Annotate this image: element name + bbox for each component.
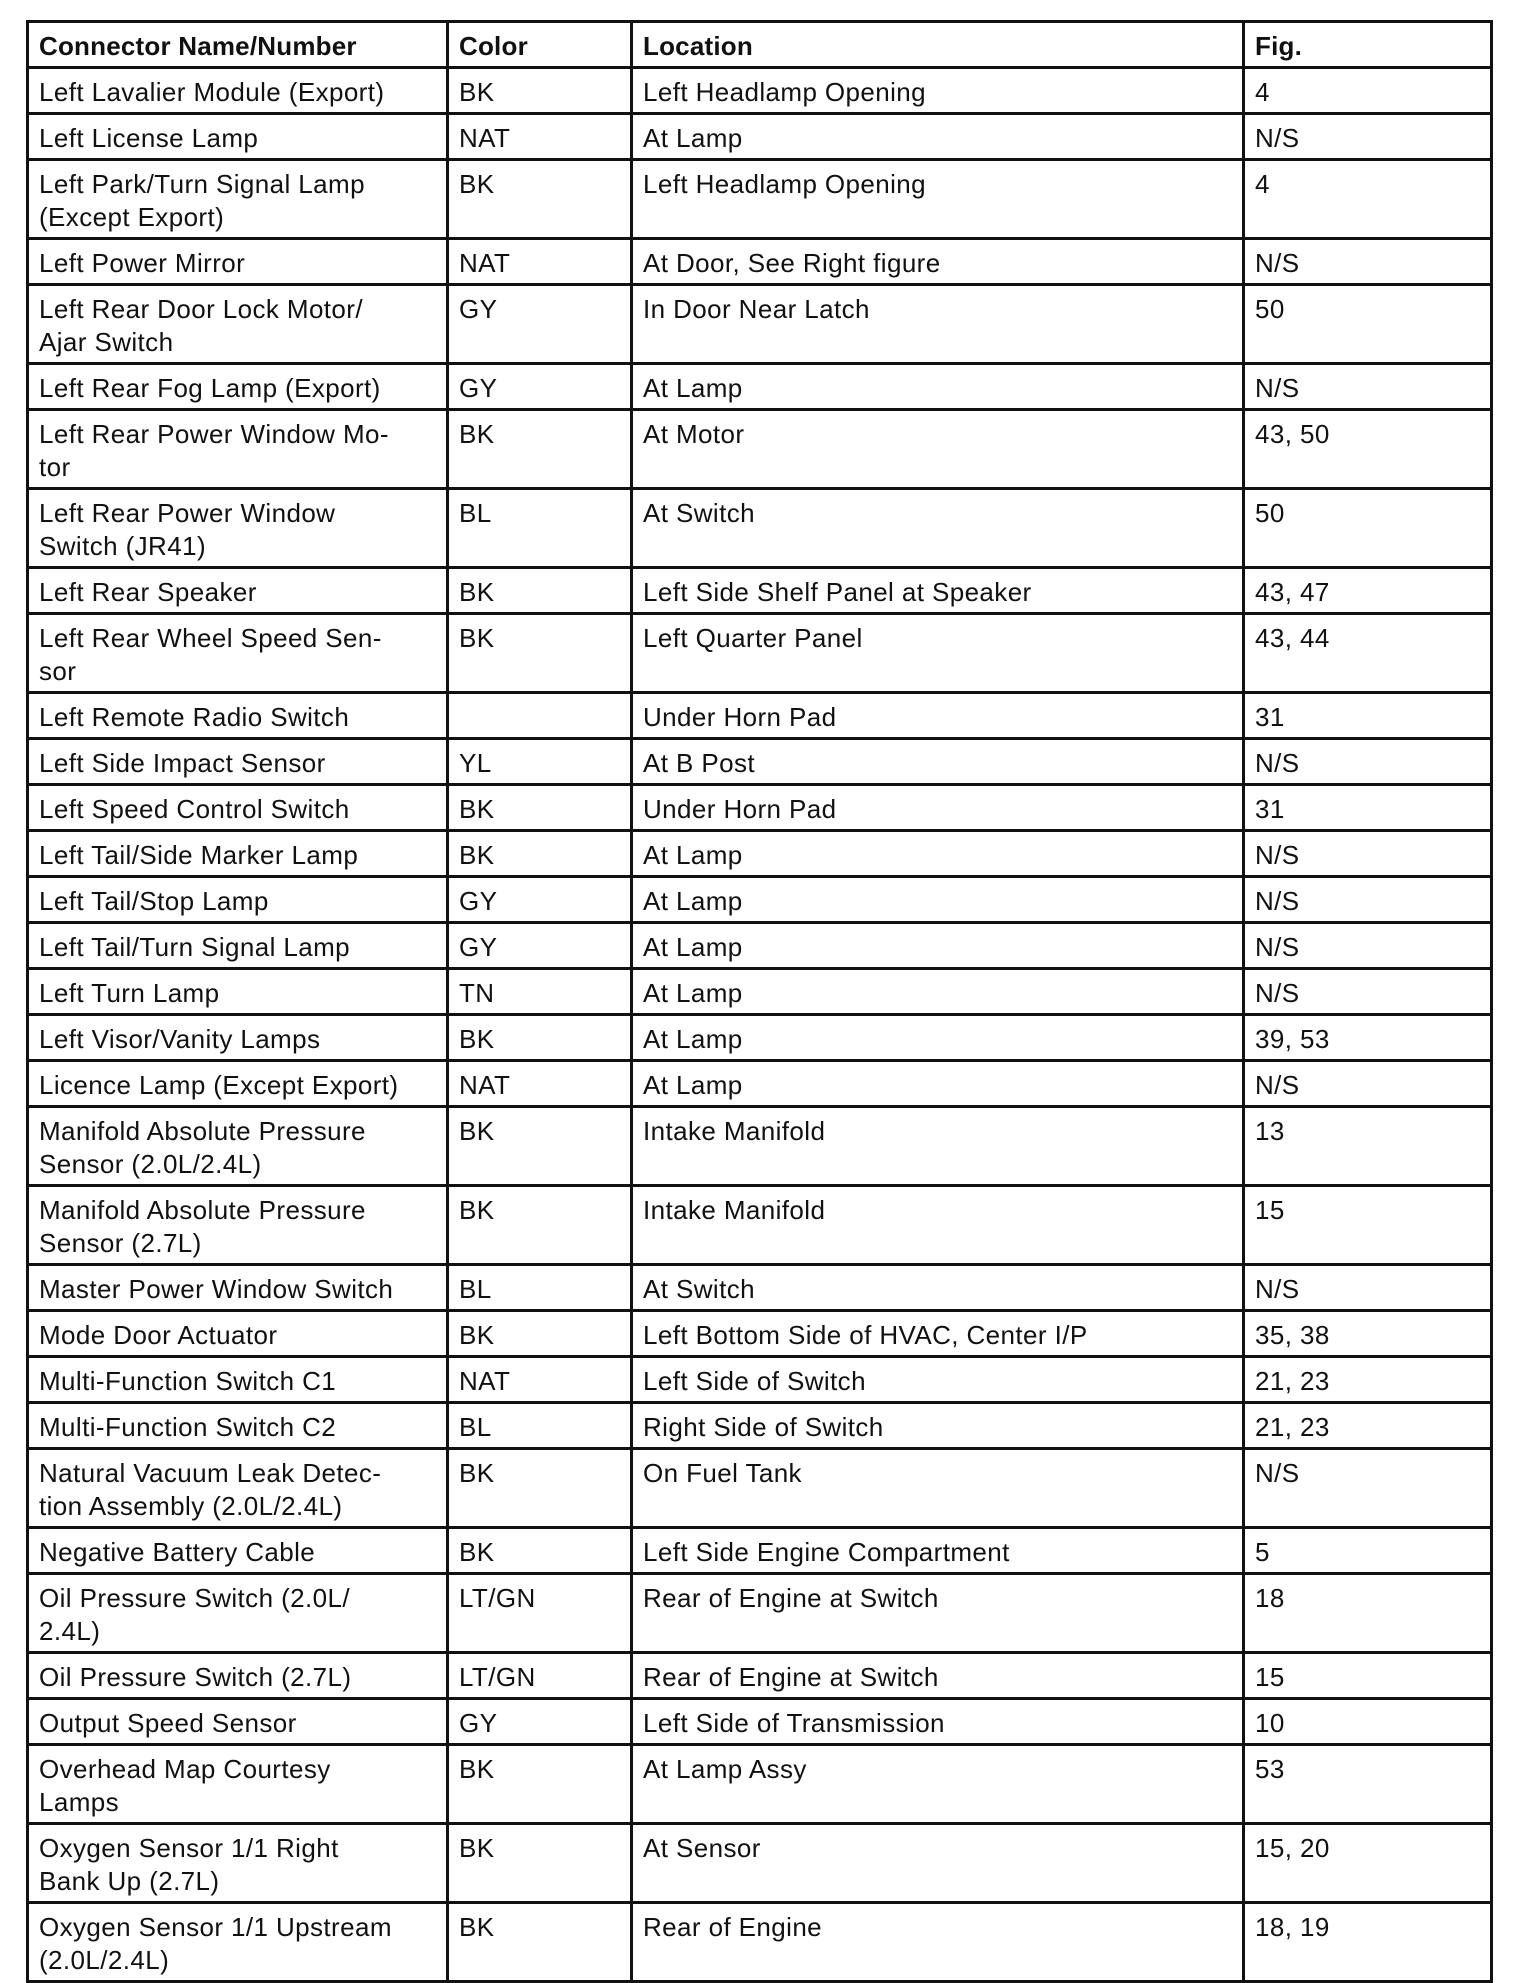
color-cell: NAT xyxy=(448,1061,632,1107)
color-cell: BK xyxy=(448,1824,632,1903)
color-cell: NAT xyxy=(448,239,632,285)
color-cell: BK xyxy=(448,1311,632,1357)
color-cell: BK xyxy=(448,1107,632,1186)
header-location: Location xyxy=(632,22,1244,68)
connector-name-cell: Multi-Function Switch C2 xyxy=(28,1403,448,1449)
fig-cell: N/S xyxy=(1244,114,1492,160)
table-row xyxy=(28,1311,1492,1357)
color-cell: LT/GN xyxy=(448,1653,632,1699)
location-cell: In Door Near Latch xyxy=(632,285,1244,364)
table-row xyxy=(28,568,1492,614)
connector-name-cell: Left Tail/Turn Signal Lamp xyxy=(28,923,448,969)
location-cell: Intake Manifold xyxy=(632,1186,1244,1265)
color-cell: YL xyxy=(448,739,632,785)
table-row xyxy=(28,1186,1492,1265)
color-cell: BK xyxy=(448,410,632,489)
table-row xyxy=(28,923,1492,969)
connector-name-cell: Manifold Absolute Pressure Sensor (2.0L/2.4L) xyxy=(28,1107,448,1186)
connector-name-cell: Overhead Map Courtesy Lamps xyxy=(28,1745,448,1824)
location-cell: Rear of Engine at Switch xyxy=(632,1653,1244,1699)
header-connector-name: Connector Name/Number xyxy=(28,22,448,68)
fig-cell: 43, 47 xyxy=(1244,568,1492,614)
fig-cell: N/S xyxy=(1244,1061,1492,1107)
color-cell: GY xyxy=(448,877,632,923)
fig-cell: N/S xyxy=(1244,739,1492,785)
connector-name-cell: Left Rear Door Lock Motor/ Ajar Switch xyxy=(28,285,448,364)
connector-name-cell: Left Tail/Stop Lamp xyxy=(28,877,448,923)
connector-name-cell: Licence Lamp (Except Export) xyxy=(28,1061,448,1107)
table-row xyxy=(28,68,1492,114)
table-row xyxy=(28,1265,1492,1311)
location-cell: Left Headlamp Opening xyxy=(632,160,1244,239)
table-row xyxy=(28,160,1492,239)
location-cell: At Motor xyxy=(632,410,1244,489)
fig-cell: 35, 38 xyxy=(1244,1311,1492,1357)
location-cell: Left Bottom Side of HVAC, Center I/P xyxy=(632,1311,1244,1357)
color-cell: BK xyxy=(448,68,632,114)
fig-cell: N/S xyxy=(1244,364,1492,410)
location-cell: Right Side of Switch xyxy=(632,1403,1244,1449)
table-row xyxy=(28,969,1492,1015)
connector-name-cell: Left Turn Lamp xyxy=(28,969,448,1015)
table-row xyxy=(28,1061,1492,1107)
fig-cell: N/S xyxy=(1244,831,1492,877)
table-row xyxy=(28,831,1492,877)
table-row xyxy=(28,489,1492,568)
header-row xyxy=(28,22,1492,68)
fig-cell: 18, 19 xyxy=(1244,1903,1492,1982)
color-cell: LT/GN xyxy=(448,1574,632,1653)
fig-cell: N/S xyxy=(1244,1265,1492,1311)
color-cell: BK xyxy=(448,785,632,831)
connector-name-cell: Left Park/Turn Signal Lamp (Except Export) xyxy=(28,160,448,239)
fig-cell: 43, 44 xyxy=(1244,614,1492,693)
connector-name-cell: Left Power Mirror xyxy=(28,239,448,285)
connector-name-cell: Left Remote Radio Switch xyxy=(28,693,448,739)
location-cell: At B Post xyxy=(632,739,1244,785)
location-cell: At Lamp xyxy=(632,877,1244,923)
fig-cell: 39, 53 xyxy=(1244,1015,1492,1061)
connector-name-cell: Left Speed Control Switch xyxy=(28,785,448,831)
table-row xyxy=(28,285,1492,364)
connector-name-cell: Oil Pressure Switch (2.7L) xyxy=(28,1653,448,1699)
color-cell: BK xyxy=(448,1528,632,1574)
fig-cell: 21, 23 xyxy=(1244,1357,1492,1403)
connector-name-cell: Oxygen Sensor 1/1 Right Bank Up (2.7L) xyxy=(28,1824,448,1903)
table-row xyxy=(28,1015,1492,1061)
location-cell: Left Side Shelf Panel at Speaker xyxy=(632,568,1244,614)
color-cell: GY xyxy=(448,364,632,410)
connector-name-cell: Natural Vacuum Leak Detec- tion Assembly (2.0L/2.4L) xyxy=(28,1449,448,1528)
table-row xyxy=(28,114,1492,160)
location-cell: At Lamp xyxy=(632,1061,1244,1107)
table-header xyxy=(28,22,1492,68)
location-cell: At Lamp Assy xyxy=(632,1745,1244,1824)
table-row xyxy=(28,785,1492,831)
location-cell: Left Side Engine Compartment xyxy=(632,1528,1244,1574)
fig-cell: 5 xyxy=(1244,1528,1492,1574)
color-cell: BK xyxy=(448,568,632,614)
connector-name-cell: Left License Lamp xyxy=(28,114,448,160)
color-cell: BL xyxy=(448,1265,632,1311)
connector-name-cell: Left Tail/Side Marker Lamp xyxy=(28,831,448,877)
fig-cell: 13 xyxy=(1244,1107,1492,1186)
color-cell: BK xyxy=(448,1903,632,1982)
color-cell: GY xyxy=(448,923,632,969)
location-cell: Rear of Engine xyxy=(632,1903,1244,1982)
table-row xyxy=(28,614,1492,693)
table-row xyxy=(28,410,1492,489)
location-cell: Left Headlamp Opening xyxy=(632,68,1244,114)
connector-name-cell: Mode Door Actuator xyxy=(28,1311,448,1357)
location-cell: At Lamp xyxy=(632,114,1244,160)
connector-name-cell: Multi-Function Switch C1 xyxy=(28,1357,448,1403)
color-cell: GY xyxy=(448,1699,632,1745)
fig-cell: N/S xyxy=(1244,877,1492,923)
location-cell: On Fuel Tank xyxy=(632,1449,1244,1528)
fig-cell: 15, 20 xyxy=(1244,1824,1492,1903)
table-row xyxy=(28,1528,1492,1574)
table-row xyxy=(28,1699,1492,1745)
fig-cell: 4 xyxy=(1244,68,1492,114)
table-row xyxy=(28,1357,1492,1403)
location-cell: Intake Manifold xyxy=(632,1107,1244,1186)
connector-name-cell: Oil Pressure Switch (2.0L/ 2.4L) xyxy=(28,1574,448,1653)
fig-cell: 50 xyxy=(1244,489,1492,568)
header-fig: Fig. xyxy=(1244,22,1492,68)
location-cell: At Door, See Right figure xyxy=(632,239,1244,285)
fig-cell: N/S xyxy=(1244,969,1492,1015)
connector-name-cell: Oxygen Sensor 1/1 Upstream (2.0L/2.4L) xyxy=(28,1903,448,1982)
connector-name-cell: Negative Battery Cable xyxy=(28,1528,448,1574)
table-row xyxy=(28,1824,1492,1903)
fig-cell: N/S xyxy=(1244,1449,1492,1528)
color-cell: BK xyxy=(448,1449,632,1528)
connector-name-cell: Left Rear Power Window Mo- tor xyxy=(28,410,448,489)
connector-name-cell: Output Speed Sensor xyxy=(28,1699,448,1745)
connector-name-cell: Manifold Absolute Pressure Sensor (2.7L) xyxy=(28,1186,448,1265)
color-cell: BK xyxy=(448,1745,632,1824)
table-row xyxy=(28,1903,1492,1982)
table-row xyxy=(28,1107,1492,1186)
fig-cell: 43, 50 xyxy=(1244,410,1492,489)
connector-name-cell: Left Rear Wheel Speed Sen- sor xyxy=(28,614,448,693)
connector-name-cell: Master Power Window Switch xyxy=(28,1265,448,1311)
fig-cell: 4 xyxy=(1244,160,1492,239)
table-row xyxy=(28,239,1492,285)
location-cell: Under Horn Pad xyxy=(632,785,1244,831)
table-row xyxy=(28,364,1492,410)
table-row xyxy=(28,693,1492,739)
color-cell xyxy=(448,693,632,739)
connector-name-cell: Left Rear Power Window Switch (JR41) xyxy=(28,489,448,568)
location-cell: At Switch xyxy=(632,1265,1244,1311)
location-cell: At Switch xyxy=(632,489,1244,568)
header-color: Color xyxy=(448,22,632,68)
color-cell: BL xyxy=(448,1403,632,1449)
location-cell: At Lamp xyxy=(632,364,1244,410)
fig-cell: 15 xyxy=(1244,1653,1492,1699)
fig-cell: 21, 23 xyxy=(1244,1403,1492,1449)
fig-cell: 15 xyxy=(1244,1186,1492,1265)
location-cell: Rear of Engine at Switch xyxy=(632,1574,1244,1653)
location-cell: At Lamp xyxy=(632,1015,1244,1061)
table-body xyxy=(28,68,1492,1982)
location-cell: At Lamp xyxy=(632,831,1244,877)
location-cell: At Lamp xyxy=(632,969,1244,1015)
fig-cell: N/S xyxy=(1244,923,1492,969)
connector-name-cell: Left Rear Speaker xyxy=(28,568,448,614)
fig-cell: 18 xyxy=(1244,1574,1492,1653)
color-cell: NAT xyxy=(448,1357,632,1403)
location-cell: Left Side of Transmission xyxy=(632,1699,1244,1745)
fig-cell: 10 xyxy=(1244,1699,1492,1745)
color-cell: BK xyxy=(448,614,632,693)
color-cell: BK xyxy=(448,1015,632,1061)
color-cell: BK xyxy=(448,160,632,239)
location-cell: At Lamp xyxy=(632,923,1244,969)
connector-table xyxy=(26,20,1493,1983)
location-cell: Left Quarter Panel xyxy=(632,614,1244,693)
table-row xyxy=(28,1653,1492,1699)
fig-cell: 31 xyxy=(1244,693,1492,739)
fig-cell: 53 xyxy=(1244,1745,1492,1824)
connector-name-cell: Left Rear Fog Lamp (Export) xyxy=(28,364,448,410)
table-row xyxy=(28,739,1492,785)
fig-cell: 31 xyxy=(1244,785,1492,831)
location-cell: Left Side of Switch xyxy=(632,1357,1244,1403)
color-cell: NAT xyxy=(448,114,632,160)
color-cell: BK xyxy=(448,831,632,877)
color-cell: GY xyxy=(448,285,632,364)
table-row xyxy=(28,1574,1492,1653)
location-cell: Under Horn Pad xyxy=(632,693,1244,739)
location-cell: At Sensor xyxy=(632,1824,1244,1903)
table-row xyxy=(28,1403,1492,1449)
table-row xyxy=(28,877,1492,923)
connector-name-cell: Left Lavalier Module (Export) xyxy=(28,68,448,114)
fig-cell: 50 xyxy=(1244,285,1492,364)
color-cell: BK xyxy=(448,1186,632,1265)
fig-cell: N/S xyxy=(1244,239,1492,285)
connector-name-cell: Left Side Impact Sensor xyxy=(28,739,448,785)
color-cell: TN xyxy=(448,969,632,1015)
table-row xyxy=(28,1449,1492,1528)
color-cell: BL xyxy=(448,489,632,568)
table-row xyxy=(28,1745,1492,1824)
connector-name-cell: Left Visor/Vanity Lamps xyxy=(28,1015,448,1061)
